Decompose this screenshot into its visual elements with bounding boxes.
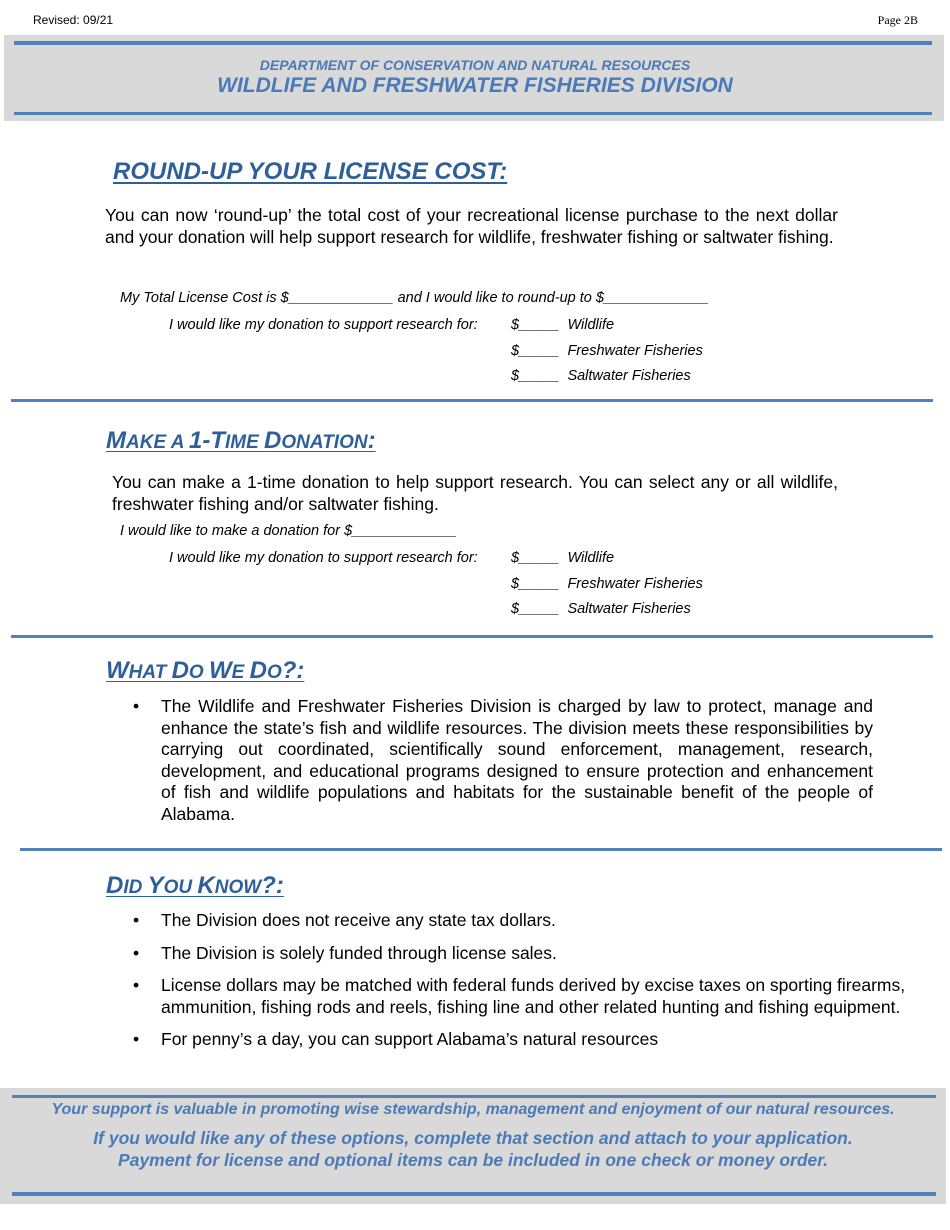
footer-support-text: Your support is valuable in promoting wise stewardship, management and enjoyment of our natural resources. [51, 1101, 895, 1118]
onetime-support-label: I would like my donation to support research for: [169, 550, 478, 566]
donation-amount-line[interactable]: I would like to make a donation for $_____________ [120, 523, 457, 539]
roundup-option-freshwater[interactable]: $_____ Freshwater Fisheries [511, 343, 703, 359]
didyouknow-list [105, 910, 935, 1051]
footer-bottom-rule [12, 1192, 936, 1196]
footer-instructions: If you would like any of these options, complete that section and attach to your application. [93, 1128, 853, 1148]
roundup-option-wildlife[interactable]: $_____ Wildlife [511, 317, 615, 333]
title-smallcaps: ONATION [281, 432, 368, 453]
bullet-text: License dollars may be matched with federal funds derived by excise taxes on sporting firearms, ammunition, fishing rods and reels, fishing line and other related hunting and fishing equipment. [161, 975, 906, 1017]
footer-payment-note: Payment for license and optional items can be included in one check or money order. [118, 1150, 828, 1170]
bullet-text: The Division is solely funded through license sales. [161, 942, 557, 963]
header-bottom-rule [14, 112, 932, 115]
title-letter: M [106, 427, 126, 454]
department-title: DEPARTMENT OF CONSERVATION AND NATURAL RESOURCES [259, 57, 691, 73]
bullet-text: The Division does not receive any state tax dollars. [161, 910, 556, 930]
onetime-option-wildlife[interactable]: $_____ Wildlife [511, 550, 615, 566]
title-letter: D [106, 872, 124, 899]
title-letter: 1-T [188, 427, 225, 454]
list-item [105, 943, 935, 965]
bullet-icon: • [133, 696, 140, 716]
list-item [105, 696, 873, 825]
title-letter: D [249, 657, 267, 684]
title-smallcaps: O [266, 662, 282, 683]
onetime-option-saltwater[interactable]: $_____ Saltwater Fisheries [511, 601, 691, 617]
roundup-title: ROUND-UP YOUR LICENSE COST: [113, 158, 508, 185]
list-item [105, 975, 935, 1018]
whatwedo-list [105, 696, 873, 825]
roundup-paragraph: You can now ‘round-up’ the total cost of your recreational license purchase to the next dollar and your donation will help support research for wildlife, freshwater fishing or saltwater fishing. [105, 205, 838, 247]
title-letter: : [367, 427, 376, 454]
title-smallcaps: IME [224, 432, 265, 453]
bullet-icon: • [133, 1029, 140, 1049]
title-smallcaps: OU [163, 877, 198, 898]
title-letter: D [171, 657, 189, 684]
title-letter: Y [147, 872, 164, 899]
didyouknow-title [106, 872, 284, 900]
header-top-rule [14, 41, 932, 45]
whatwedo-title [106, 657, 304, 685]
title-smallcaps: O [188, 662, 209, 683]
bullet-text: The Wildlife and Freshwater Fisheries Division is charged by law to protect, manage and enhance the state’s fish and wildlife resources. The division meets these responsibilities by carrying out coordinated, scientifically sound enforcement, management, research, development, and educational programs designed to ensure protection and enhancement of fish and wildlife populations and habitats for the sustainable benefit of the people of Alabama. [161, 696, 873, 824]
section-divider [20, 848, 942, 851]
roundup-option-saltwater[interactable]: $_____ Saltwater Fisheries [511, 368, 691, 384]
onetime-title [106, 427, 376, 455]
title-smallcaps: NOW [214, 877, 262, 898]
footer-top-rule [12, 1095, 936, 1098]
title-smallcaps: E [231, 662, 250, 683]
title-letter: W [208, 657, 232, 684]
roundup-support-label: I would like my donation to support research for: [169, 317, 478, 333]
title-smallcaps: HAT [128, 662, 172, 683]
division-title: WILDLIFE AND FRESHWATER FISHERIES DIVISION [217, 74, 733, 97]
title-letter: K [197, 872, 215, 899]
list-item [105, 910, 935, 932]
onetime-paragraph: You can make a 1-time donation to help support research. You can select any or all wildlife, freshwater fishing and/or saltwater fishing. [112, 472, 838, 514]
title-letter: W [106, 657, 129, 684]
title-smallcaps: AKE A [126, 432, 189, 453]
title-letter: ?: [261, 872, 284, 899]
section-divider [11, 399, 933, 402]
section-divider [11, 635, 933, 638]
revised-date: Revised: 09/21 [33, 13, 114, 27]
title-letter: D [264, 427, 282, 454]
title-smallcaps: ID [123, 877, 148, 898]
onetime-option-freshwater[interactable]: $_____ Freshwater Fisheries [511, 576, 703, 592]
bullet-text: For penny’s a day, you can support Alabama’s natural resources [161, 1029, 659, 1049]
bullet-icon: • [133, 910, 140, 930]
bullet-icon: • [133, 942, 140, 963]
page-number: Page 2B [877, 13, 918, 27]
total-cost-line[interactable]: My Total License Cost is $_____________ and I would like to round-up to $_____________ [120, 290, 709, 306]
title-letter: ?: [281, 657, 305, 684]
list-item [105, 1029, 935, 1051]
bullet-icon: • [133, 975, 140, 995]
